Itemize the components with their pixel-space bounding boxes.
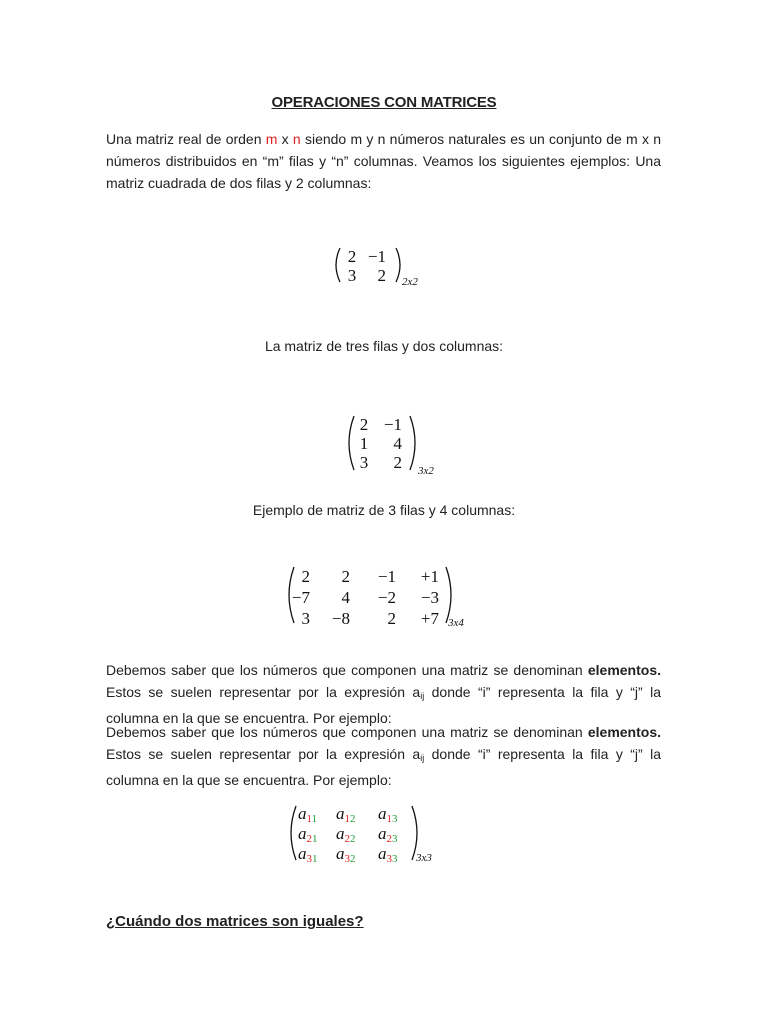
col-index: 2 <box>350 813 356 825</box>
matrix-cell: +7 <box>420 609 439 628</box>
matrix-cell: 3 <box>359 453 369 472</box>
matrix-element <box>336 804 356 825</box>
matrix-cell: 2 <box>377 266 386 285</box>
col-index: 1 <box>312 833 318 845</box>
elements-paragraph-2 <box>106 721 661 791</box>
matrix-cell: 2 <box>341 567 350 586</box>
row-index: 1 <box>344 813 350 825</box>
caption-3x4: Ejemplo de matriz de 3 filas y 4 columnas: <box>252 502 516 518</box>
matrix-cell: −1 <box>367 247 386 266</box>
matrix-3x2 <box>342 412 452 476</box>
matrix-cell: 3 <box>301 609 310 628</box>
matrix-cell: −7 <box>291 588 310 607</box>
left-paren <box>291 806 296 860</box>
row-index: 2 <box>344 833 350 845</box>
elements-text-middle: Estos se suelen representar por la expresión a <box>106 746 421 762</box>
element-base: a <box>298 804 307 823</box>
matrix-cell: −2 <box>377 588 396 607</box>
matrix-cell: −1 <box>377 567 396 586</box>
matrix-cell: −3 <box>420 588 439 607</box>
element-base: a <box>298 824 307 843</box>
intro-x: x <box>277 131 293 147</box>
elements-text-after: donde “i” representa la fila y “j” la columna en la que se encuentra. Por ejemplo: <box>106 746 661 788</box>
matrix-element <box>298 844 318 865</box>
matrix-element <box>298 804 317 825</box>
row-index: 3 <box>344 853 350 865</box>
matrix-cell: −8 <box>331 609 350 628</box>
elements-paragraph-1 <box>106 659 661 729</box>
matrix-size: 3x3 <box>416 852 432 864</box>
matrix-element <box>298 824 318 845</box>
matrix-element <box>336 844 356 865</box>
matrix-size: 2x2 <box>402 276 418 288</box>
section-heading-equal-matrices: ¿Cuándo dos matrices son iguales? <box>106 913 364 930</box>
matrix-element <box>336 824 356 845</box>
element-base: a <box>378 824 387 843</box>
intro-m-highlight: m <box>265 131 278 147</box>
row-index: 1 <box>306 813 312 825</box>
row-index: 2 <box>306 833 312 845</box>
element-base: a <box>336 804 345 823</box>
elements-text-after: donde “i” representa la fila y “j” la columna en la que se encuentra. Por ejemplo: <box>106 684 661 726</box>
right-paren <box>446 567 451 623</box>
matrix-element <box>378 824 398 845</box>
elements-text-before: Debemos saber que los números que componen una matriz se denominan <box>106 724 588 740</box>
right-paren <box>396 248 400 282</box>
row-index: 3 <box>306 853 312 865</box>
intro-paragraph <box>106 128 661 194</box>
right-paren <box>410 416 415 470</box>
col-index: 3 <box>392 813 398 825</box>
matrix-3x3-generic <box>284 802 464 866</box>
elements-text-before: Debemos saber que los números que componen una matriz se denominan <box>106 662 588 678</box>
row-index: 3 <box>386 853 392 865</box>
matrix-cell: 2 <box>387 609 396 628</box>
row-index: 2 <box>386 833 392 845</box>
caption-3x2: La matriz de tres filas y dos columnas: <box>264 338 504 354</box>
left-paren <box>336 248 340 282</box>
col-index: 2 <box>350 833 356 845</box>
matrix-cell: 2 <box>301 567 310 586</box>
matrix-element <box>378 804 398 825</box>
col-index: 3 <box>392 853 398 865</box>
elements-subscript: ij <box>420 753 425 763</box>
matrix-size: 3x4 <box>448 617 464 629</box>
intro-text-after: siendo m y n números naturales es un conjunto de m x n números distribuidos en “m” filas y “n” columnas. Veamos los siguientes ejemplos: Una matriz cuadrada de dos filas y 2 columnas: <box>106 131 661 191</box>
element-base: a <box>378 844 387 863</box>
elements-text-middle: Estos se suelen representar por la expresión a <box>106 684 421 700</box>
matrix-cell: 1 <box>359 434 369 453</box>
left-paren <box>349 416 354 470</box>
elements-subscript: ij <box>420 691 425 701</box>
document-title: OPERACIONES CON MATRICES <box>271 94 497 111</box>
matrix-cell: 3 <box>347 266 357 285</box>
matrix-cell: 4 <box>393 434 402 453</box>
col-index: 3 <box>392 833 398 845</box>
intro-n-highlight: n <box>292 131 301 147</box>
matrix-cell: 2 <box>347 247 357 266</box>
element-base: a <box>378 804 387 823</box>
matrix-size: 3x2 <box>418 465 434 477</box>
elements-bold: elementos. <box>587 724 661 740</box>
matrix-cell: 2 <box>359 415 369 434</box>
row-index: 1 <box>386 813 392 825</box>
col-index: 1 <box>311 813 318 825</box>
element-base: a <box>336 824 345 843</box>
matrix-cell: 4 <box>341 588 350 607</box>
matrix-cell: +1 <box>420 567 439 586</box>
element-base: a <box>336 844 345 863</box>
col-index: 1 <box>312 853 318 865</box>
col-index: 2 <box>350 853 356 865</box>
element-base: a <box>298 844 307 863</box>
elements-bold: elementos. <box>587 662 661 678</box>
matrix-cell: 2 <box>393 453 402 472</box>
matrix-2x2 <box>330 244 440 290</box>
matrix-3x4 <box>282 563 482 629</box>
matrix-element <box>378 844 398 865</box>
matrix-cell: −1 <box>383 415 402 434</box>
intro-text-before: Una matriz real de orden <box>106 131 266 147</box>
